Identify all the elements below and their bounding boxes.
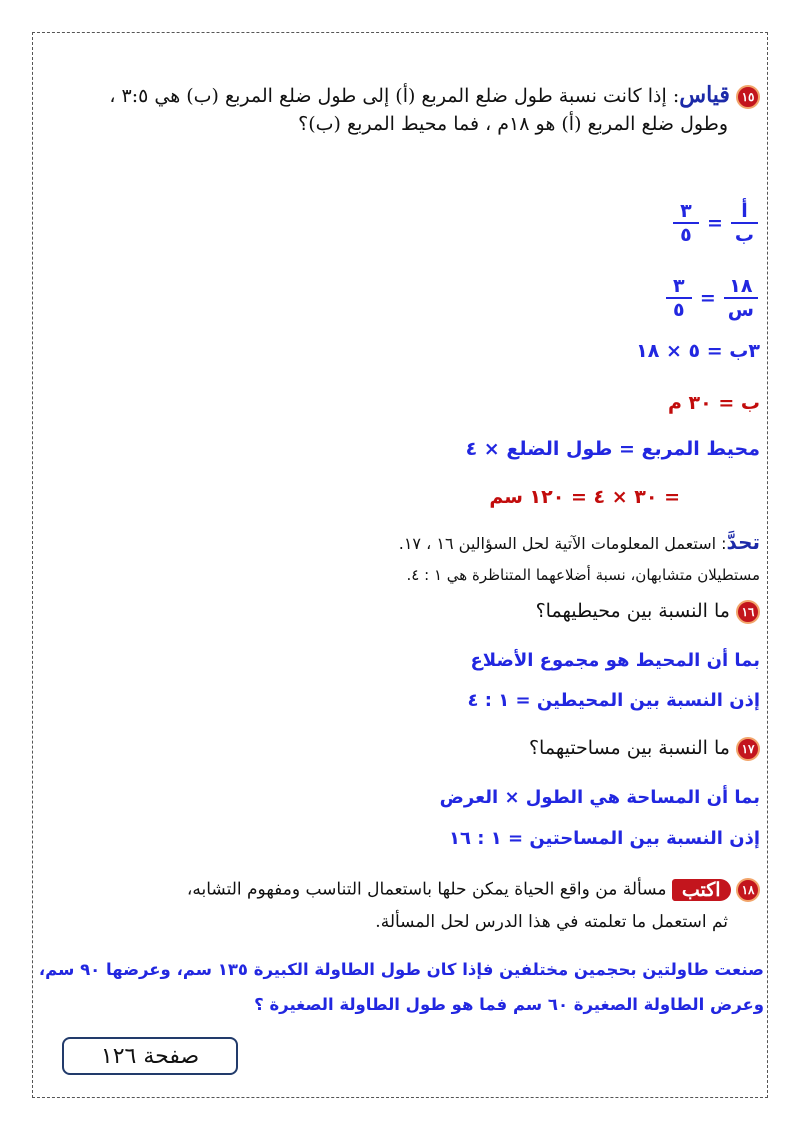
q15-keyword: قياس [679, 82, 730, 108]
frac2-right-num: ٣ [673, 275, 685, 297]
q16-answer1: بما أن المحيط هو مجموع الأضلاع [470, 650, 760, 671]
q15-fraction-2 [666, 275, 758, 321]
frac1-left-num: أ [741, 200, 748, 222]
q15-step4: ب = ٣٠ م [668, 392, 760, 414]
q17-answer1: بما أن المساحة هي الطول × العرض [439, 787, 760, 808]
frac2-right-den: ٥ [673, 299, 685, 321]
page-frame [32, 32, 768, 1098]
challenge-info: مستطيلان متشابهان، نسبة أضلاعهما المتناظرة هي ١ : ٤. [406, 566, 760, 584]
q18-line2: ثم استعمل ما تعلمته في هذا الدرس لحل المسألة. [375, 912, 728, 932]
q16-question: ما النسبة بين محيطيهما؟ [535, 600, 730, 622]
q18-line1 [40, 878, 760, 902]
challenge-keyword: تحدَّ [726, 530, 760, 554]
q16-question-line [40, 600, 760, 624]
q15-number-badge: ١٥ [736, 85, 760, 109]
q15-fraction-1 [673, 200, 758, 246]
q18-text1: مسألة من واقع الحياة يمكن حلها باستعمال التناسب ومفهوم التشابه، [186, 879, 667, 900]
frac1-equals: = [706, 212, 723, 234]
q16-number-badge: ١٦ [736, 600, 760, 624]
frac2-left-num: ١٨ [729, 275, 753, 297]
frac1-left-den: ب [734, 224, 754, 246]
q15-step6: = ٣٠ × ٤ = ١٢٠ سم [489, 486, 680, 508]
challenge-line [40, 530, 760, 554]
q17-question-line [40, 737, 760, 761]
q18-answer2: وعرض الطاولة الصغيرة ٦٠ سم فما هو طول الطاولة الصغيرة ؟ [254, 995, 764, 1014]
page-number-label: صفحة ١٢٦ [62, 1037, 238, 1075]
q15-text1: : إذا كانت نسبة طول ضلع المربع (أ) إلى طول ضلع المربع (ب) هي ٣:٥ ، [109, 85, 680, 107]
q15-step5: محيط المربع = طول الضلع × ٤ [465, 438, 760, 460]
q15-step3: ٣ب = ٥ × ١٨ [636, 340, 760, 362]
q17-number-badge: ١٧ [736, 737, 760, 761]
frac1-right-den: ٥ [680, 224, 692, 246]
q18-answer1: صنعت طاولتين بحجمين مختلفين فإذا كان طول الطاولة الكبيرة ١٣٥ سم، وعرضها ٩٠ سم، [38, 960, 764, 979]
q16-answer2: إذن النسبة بين المحيطين = ١ : ٤ [467, 690, 760, 711]
q17-answer2: إذن النسبة بين المساحتين = ١ : ١٦ [448, 828, 760, 849]
q18-write-tag: اكتب [672, 879, 731, 901]
frac2-equals: = [699, 287, 716, 309]
challenge-text: : استعمل المعلومات الآتية لحل السؤالين ١٦ ، ١٧. [398, 534, 727, 553]
frac1-right-num: ٣ [680, 200, 692, 222]
q15-line2: وطول ضلع المربع (أ) هو ١٨م ، فما محيط المربع (ب)؟ [298, 113, 728, 135]
q15-line1 [40, 82, 760, 109]
q18-number-badge: ١٨ [736, 878, 760, 902]
frac2-left-den: س [727, 299, 754, 321]
q17-question: ما النسبة بين مساحتيهما؟ [528, 737, 730, 759]
